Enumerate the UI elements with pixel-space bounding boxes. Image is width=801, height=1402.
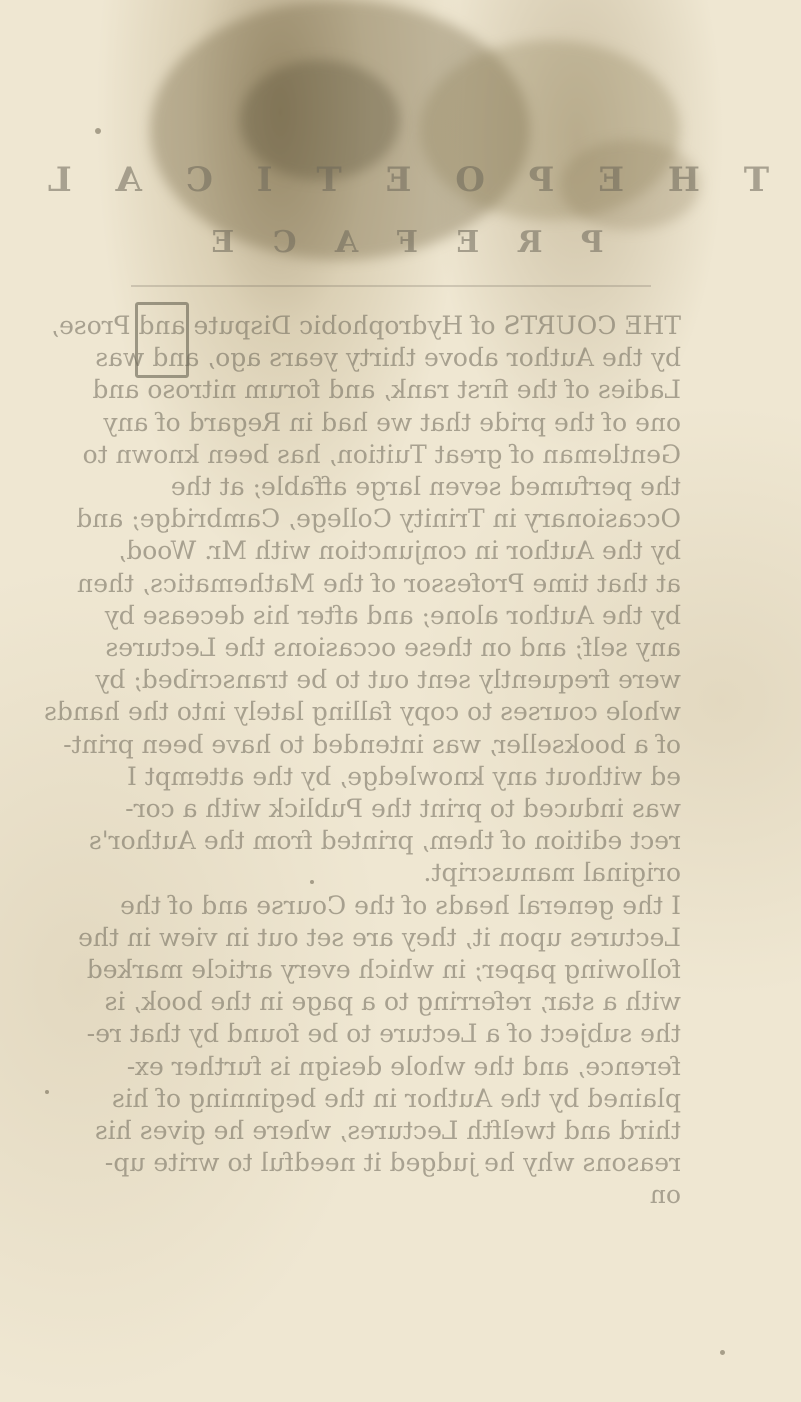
text-line: by the Author above thirty years ago, and was <box>95 343 681 373</box>
text-line: ference, and the whole design is further ex- <box>126 1051 681 1081</box>
text-line: of a bookseller, was intended to have been print- <box>63 729 681 759</box>
text-line: by the Author in conjunction with Mr. Wood, <box>118 536 681 566</box>
text-line: Ladies of the first rank, and forum nitroso and <box>92 375 681 405</box>
ink-fleck <box>95 128 101 134</box>
text-line: on <box>649 1180 681 1210</box>
text-line: Gentleman of great Tuition, has been known to <box>82 439 681 469</box>
text-line: with a star, referring to a page in the book, is <box>104 987 681 1017</box>
body-paragraph <box>44 310 681 1212</box>
header-rule <box>131 285 651 287</box>
text-line: at that time Professor of the Mathematics, then <box>77 568 681 598</box>
text-line: the perfumed seven large affable; at the <box>170 472 681 502</box>
ink-fleck <box>720 1350 725 1355</box>
page-heading: T H E P O E T I C A L <box>31 160 770 200</box>
text-line: original manuscript. <box>423 858 681 888</box>
text-line: Occasionary in Trinity College, Cambridge; and <box>76 504 681 534</box>
text-line: Lectures upon it, they are set out in view in the <box>78 922 681 952</box>
text-line: the subject of a Lecture to be found by that re- <box>86 1019 681 1049</box>
text-line: was induced to print the Publick with a cor- <box>125 794 681 824</box>
text-line: I the general heads of the Course and of the <box>120 890 681 920</box>
text-line: by the Author alone; and after his decease by <box>104 600 681 630</box>
text-line: whole courses to copy falling lately into the hands <box>44 697 681 727</box>
text-line: reasons why he judged it needful to write up- <box>104 1148 681 1178</box>
text-line: following paper; in which every article marked <box>86 955 681 985</box>
text-line: plained by the Author in the beginning of his <box>111 1083 681 1113</box>
text-line: one of the pride that we had in Regard of any <box>103 407 681 437</box>
text-line: third and twelfth Lectures, where he gives his <box>94 1116 681 1146</box>
text-line: were frequently sent out to be transcribed; by <box>95 665 681 695</box>
text-line: rect edition of them, printed from the Author's <box>88 826 681 856</box>
ink-fleck <box>310 880 314 884</box>
text-line: THE COURTS of Hydrophobic Dispute and Prose, <box>51 311 681 340</box>
text-line: any self; and on these occasions the Lectures <box>105 633 681 663</box>
text-line: ed without any knowledge, by the attempt I <box>126 761 681 791</box>
page-subheading: P R E F A C E <box>197 225 604 260</box>
ink-fleck <box>45 1090 49 1094</box>
